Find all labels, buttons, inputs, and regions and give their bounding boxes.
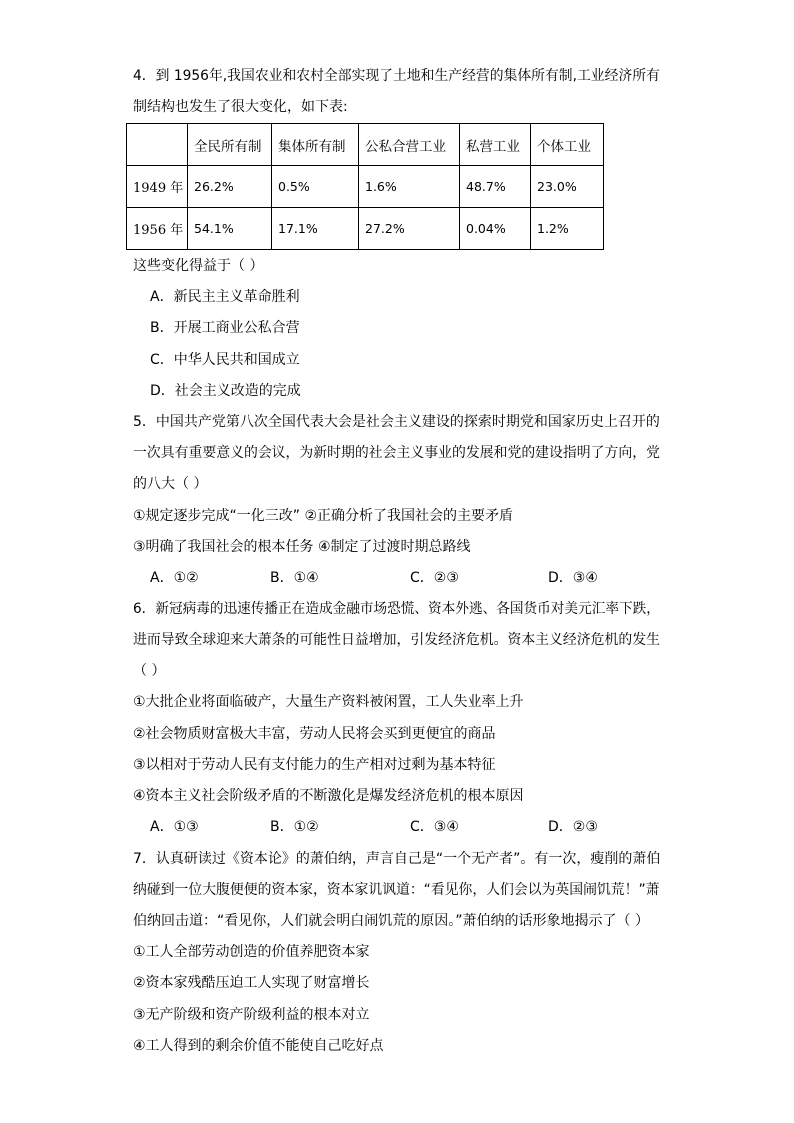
ownership-table	[126, 123, 604, 250]
table-cell: 0.04%	[460, 208, 531, 250]
q6-stem-line-3: （ ）	[133, 663, 166, 679]
q7-stem-line-2: 纳碰到一位大腹便便的资本家，资本家讥讽道：“看见你，人们会以为英国闹饥荒！”萧	[133, 882, 660, 898]
table-cell: 0.5%	[272, 166, 359, 208]
q4-option-c[interactable]: C．中华人民共和国成立	[150, 352, 300, 368]
table-header-cell: 个体工业	[531, 124, 604, 166]
table-header-cell	[127, 124, 188, 166]
table-cell: 1.2%	[531, 208, 604, 250]
q7-statement-3: ③无产阶级和资产阶级利益的根本对立	[133, 1007, 370, 1023]
q5-choice-a[interactable]: A．①②	[150, 570, 199, 586]
q6-choice-b[interactable]: B．①②	[270, 819, 319, 835]
q6-choice-a[interactable]: A．①③	[150, 819, 199, 835]
table-cell: 27.2%	[359, 208, 460, 250]
table-cell: 26.2%	[188, 166, 272, 208]
table-cell: 1.6%	[359, 166, 460, 208]
q6-statement-4: ④资本主义社会阶级矛盾的不断激化是爆发经济危机的根本原因	[133, 788, 524, 804]
table-header-cell: 私营工业	[460, 124, 531, 166]
q5-statements-line-2: ③明确了我国社会的根本任务 ④制定了过渡时期总路线	[133, 539, 471, 555]
table-header-cell: 集体所有制	[272, 124, 359, 166]
table-cell-year: 1956 年	[127, 208, 188, 250]
q5-choice-d[interactable]: D．③④	[548, 570, 598, 586]
q6-choice-c[interactable]: C．③④	[410, 819, 459, 835]
q7-statement-1: ①工人全部劳动创造的价值养肥资本家	[133, 944, 370, 960]
table-cell-year: 1949 年	[127, 166, 188, 208]
q4-stem-line-1: 4．到 1956年,我国农业和农村全部实现了土地和生产经营的集体所有制,工业经济所有	[133, 68, 660, 84]
q5-stem-line-1: 5．中国共产党第八次全国代表大会是社会主义建设的探索时期党和国家历史上召开的	[133, 414, 660, 430]
q6-statement-2: ②社会物质财富极大丰富，劳动人民将会买到更便宜的商品	[133, 726, 496, 742]
table-cell: 48.7%	[460, 166, 531, 208]
q5-stem-line-2: 一次具有重要意义的会议，为新时期的社会主义事业的发展和党的建设指明了方向，党	[133, 445, 660, 461]
q6-statement-1: ①大批企业将面临破产，大量生产资料被闲置，工人失业率上升	[133, 694, 524, 710]
q7-stem-line-3: 伯纳回击道：“看见你，人们就会明白闹饥荒的原因。”萧伯纳的话形象地揭示了（ ）	[133, 913, 649, 929]
q7-stem-line-1: 7．认真研读过《资本论》的萧伯纳，声言自己是“一个无产者”。有一次，瘦削的萧伯	[133, 851, 661, 867]
q6-choice-d[interactable]: D．②③	[548, 819, 598, 835]
table-header-row	[127, 124, 604, 166]
q6-stem-line-1: 6．新冠病毒的迅速传播正在造成金融市场恐慌、资本外逃、各国货币对美元汇率下跌，	[133, 601, 660, 617]
table-header-cell: 全民所有制	[188, 124, 272, 166]
q7-statement-2: ②资本家残酷压迫工人实现了财富增长	[133, 975, 370, 991]
table-row	[127, 208, 604, 250]
q5-stem-line-3: 的八大（ ）	[133, 476, 208, 492]
q4-stem-line-2: 制结构也发生了很大变化，如下表:	[133, 99, 348, 115]
table-header-cell: 公私合营工业	[359, 124, 460, 166]
q4-option-d[interactable]: D．社会主义改造的完成	[150, 383, 301, 399]
q5-choice-c[interactable]: C．②③	[410, 570, 459, 586]
q4-option-a[interactable]: A．新民主主义革命胜利	[150, 289, 300, 305]
q6-stem-line-2: 进而导致全球迎来大萧条的可能性日益增加，引发经济危机。资本主义经济危机的发生	[133, 632, 660, 648]
table-cell: 54.1%	[188, 208, 272, 250]
q7-statement-4: ④工人得到的剩余价值不能使自己吃好点	[133, 1038, 384, 1054]
q5-choice-b[interactable]: B．①④	[270, 570, 319, 586]
table-row	[127, 166, 604, 208]
q6-statement-3: ③以相对于劳动人民有支付能力的生产相对过剩为基本特征	[133, 757, 496, 773]
q4-question: 这些变化得益于（ ）	[133, 258, 264, 274]
q4-option-b[interactable]: B．开展工商业公私合营	[150, 320, 300, 336]
q5-statements-line-1: ①规定逐步完成“一化三改” ②正确分析了我国社会的主要矛盾	[133, 508, 514, 524]
table-cell: 23.0%	[531, 166, 604, 208]
table-cell: 17.1%	[272, 208, 359, 250]
